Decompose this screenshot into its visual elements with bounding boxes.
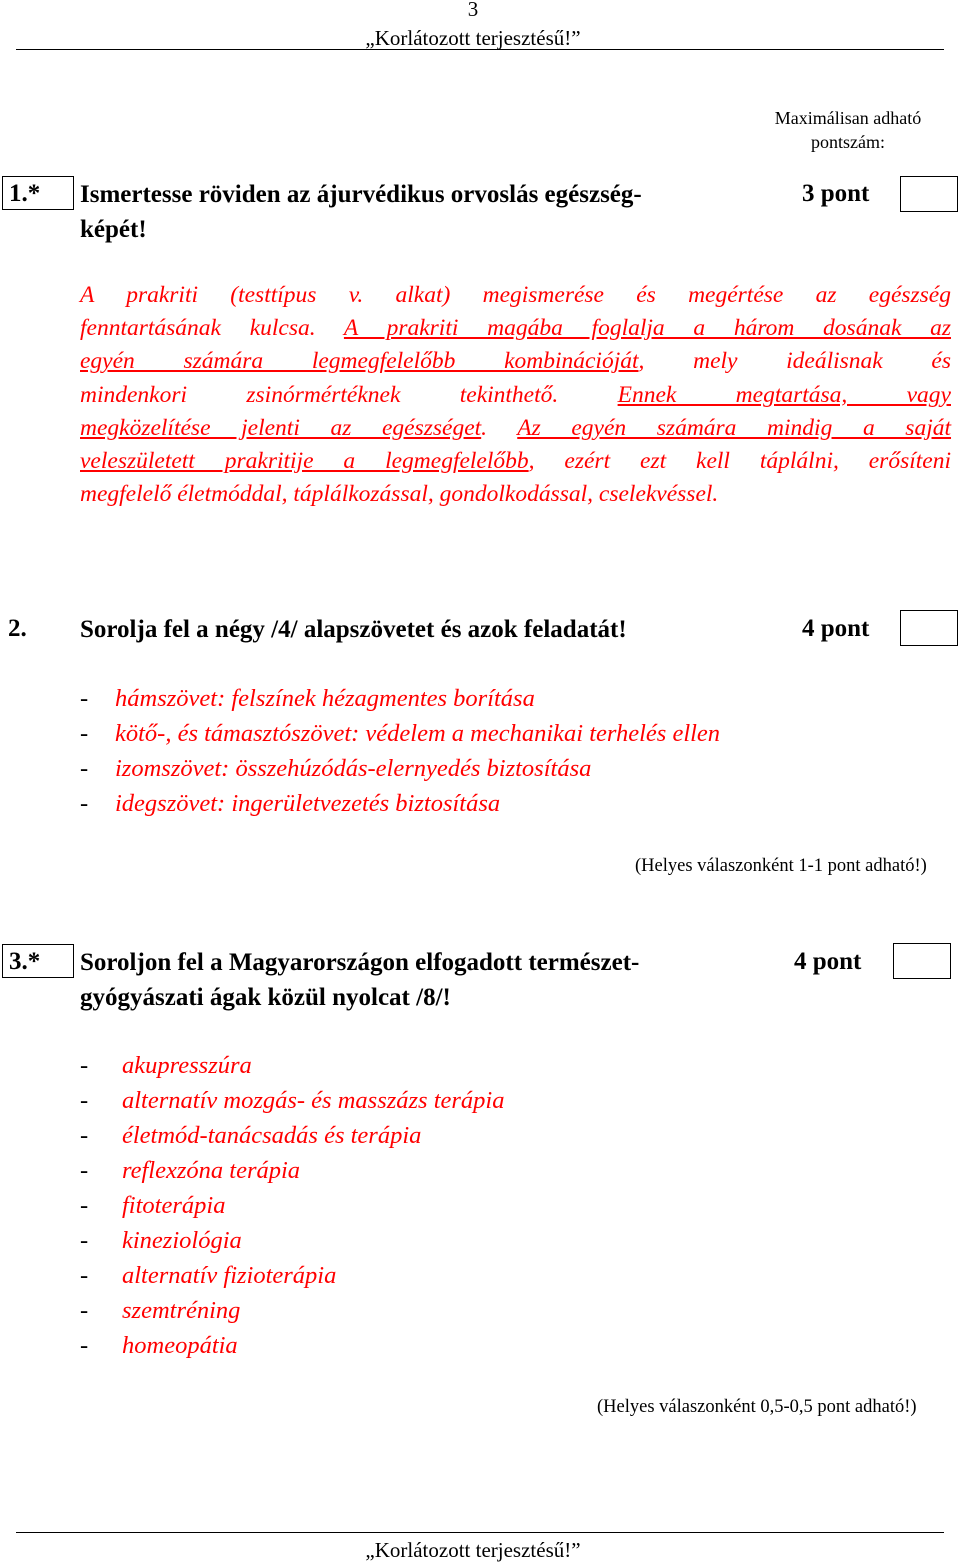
header-restriction-notice: „Korlátozott terjesztésű!”: [365, 26, 581, 50]
question-1-title: [80, 177, 642, 247]
dash-bullet: -: [80, 790, 89, 817]
question-3-title-line1: Soroljon fel a Magyarországon elfogadott természet-: [80, 949, 640, 976]
answer-line: [80, 279, 951, 312]
list-item-text: idegszövet: ingerületvezetés biztosítása: [115, 790, 501, 817]
answer-line: [80, 345, 951, 378]
dash-bullet: -: [80, 720, 89, 747]
question-1-answer: [80, 279, 951, 511]
dash-bullet: -: [80, 1052, 89, 1079]
list-item-text: szemtréning: [122, 1297, 241, 1324]
question-2-title: [80, 612, 627, 647]
list-item: [80, 1188, 504, 1223]
max-points-label-line1: Maximálisan adható: [774, 108, 922, 128]
list-item-text: alternatív mozgás- és masszázs terápia: [122, 1087, 505, 1114]
answer-line: [80, 379, 951, 412]
list-item: [80, 1083, 504, 1118]
max-points-label-line2: pontszám:: [811, 132, 885, 152]
answer-text: A prakriti (testtípus v. alkat) megismerése és megértése az egészség: [80, 282, 951, 308]
dash-bullet: -: [80, 1227, 89, 1254]
max-points-label: [740, 106, 956, 154]
list-item: [80, 751, 720, 786]
list-item: [80, 716, 720, 751]
answer-line: [80, 412, 951, 445]
list-item: [80, 1153, 504, 1188]
list-item: [80, 1258, 504, 1293]
question-2-score-box[interactable]: [900, 610, 958, 646]
list-item: [80, 1293, 504, 1328]
dash-bullet: -: [80, 1332, 89, 1359]
question-1-score-box[interactable]: [900, 176, 958, 212]
question-3-scoring-note: (Helyes válaszonként 0,5-0,5 pont adható!): [597, 1397, 917, 1417]
list-item: [80, 786, 720, 821]
list-item-text: alternatív fizioterápia: [122, 1262, 337, 1289]
dash-bullet: -: [80, 1297, 89, 1324]
answer-underlined-text: veleszületett prakritije a legmegfelelőbb: [80, 448, 529, 475]
question-2-points: 4 pont: [802, 615, 870, 642]
answer-text: mindenkori zsinórmértéknek tekinthető.: [80, 381, 618, 408]
list-item: [80, 1048, 504, 1083]
answer-line: [80, 445, 951, 478]
answer-text: megfelelő életmóddal, táplálkozással, gondolkodással, cselekvéssel.: [80, 481, 719, 508]
answer-line: [80, 478, 951, 511]
list-item-text: izomszövet: összehúzódás-elernyedés biztosítása: [115, 755, 592, 782]
dash-bullet: -: [80, 755, 89, 782]
dash-bullet: -: [80, 1262, 89, 1289]
dash-bullet: -: [80, 685, 89, 712]
answer-underlined-text: Az egyén számára mindig a saját: [517, 414, 952, 441]
answer-text: , mely ideálisnak és: [638, 348, 951, 375]
list-item-text: reflexzóna terápia: [122, 1157, 301, 1184]
question-1-title-line1: Ismertesse röviden az ájurvédikus orvoslás egészség-: [80, 181, 642, 208]
header-rule: [16, 49, 944, 50]
answer-underlined-text: egyén számára legmegfelelőbb kombinációját: [80, 348, 639, 375]
list-item-text: hámszövet: felszínek hézagmentes borítása: [115, 685, 535, 712]
list-item-text: fitoterápia: [122, 1192, 226, 1219]
list-item-text: életmód-tanácsadás és terápia: [122, 1122, 422, 1149]
question-3-number: 3.*: [2, 944, 74, 978]
answer-underlined-text: megközelítése jelenti az egészséget: [80, 414, 482, 441]
question-3-title-line2: gyógyászati ágak közül nyolcat /8/!: [80, 984, 451, 1011]
question-2-scoring-note: (Helyes válaszonként 1-1 pont adható!): [635, 856, 927, 876]
answer-text: .: [481, 414, 518, 441]
answer-line: [80, 312, 951, 345]
list-item: [80, 1328, 504, 1363]
footer-restriction-notice: „Korlátozott terjesztésű!”: [365, 1538, 581, 1562]
question-1-title-line2: képét!: [80, 216, 147, 243]
dash-bullet: -: [80, 1122, 89, 1149]
question-3-score-box[interactable]: [893, 943, 951, 979]
answer-text: , ezért ezt kell táplálni, erősíteni: [528, 448, 951, 475]
dash-bullet: -: [80, 1087, 89, 1114]
answer-text: fenntartásának kulcsa.: [80, 315, 344, 342]
dash-bullet: -: [80, 1192, 89, 1219]
list-item-text: kötő-, és támasztószövet: védelem a mechanikai terhelés ellen: [115, 720, 721, 747]
footer-rule: [16, 1532, 944, 1533]
question-3-answer-list: [80, 1048, 504, 1363]
page-number: 3: [467, 0, 479, 21]
list-item: [80, 1223, 504, 1258]
question-2-number: 2.: [8, 615, 27, 642]
list-item-text: kineziológia: [122, 1227, 242, 1254]
question-2-answer-list: [80, 681, 720, 821]
list-item: [80, 1118, 504, 1153]
question-2-title-line1: Sorolja fel a négy /4/ alapszövetet és azok feladatát!: [80, 616, 627, 643]
dash-bullet: -: [80, 1157, 89, 1184]
answer-underlined-text: A prakriti magába foglalja a három dosának az: [343, 315, 951, 342]
list-item: [80, 681, 720, 716]
list-item-text: akupresszúra: [122, 1052, 252, 1079]
answer-underlined-text: Ennek megtartása, vagy: [617, 381, 951, 408]
list-item-text: homeopátia: [122, 1332, 238, 1359]
question-1-points: 3 pont: [802, 180, 870, 207]
question-3-points: 4 pont: [794, 948, 862, 975]
question-3-title: [80, 945, 639, 1015]
question-1-number: 1.*: [2, 176, 74, 210]
